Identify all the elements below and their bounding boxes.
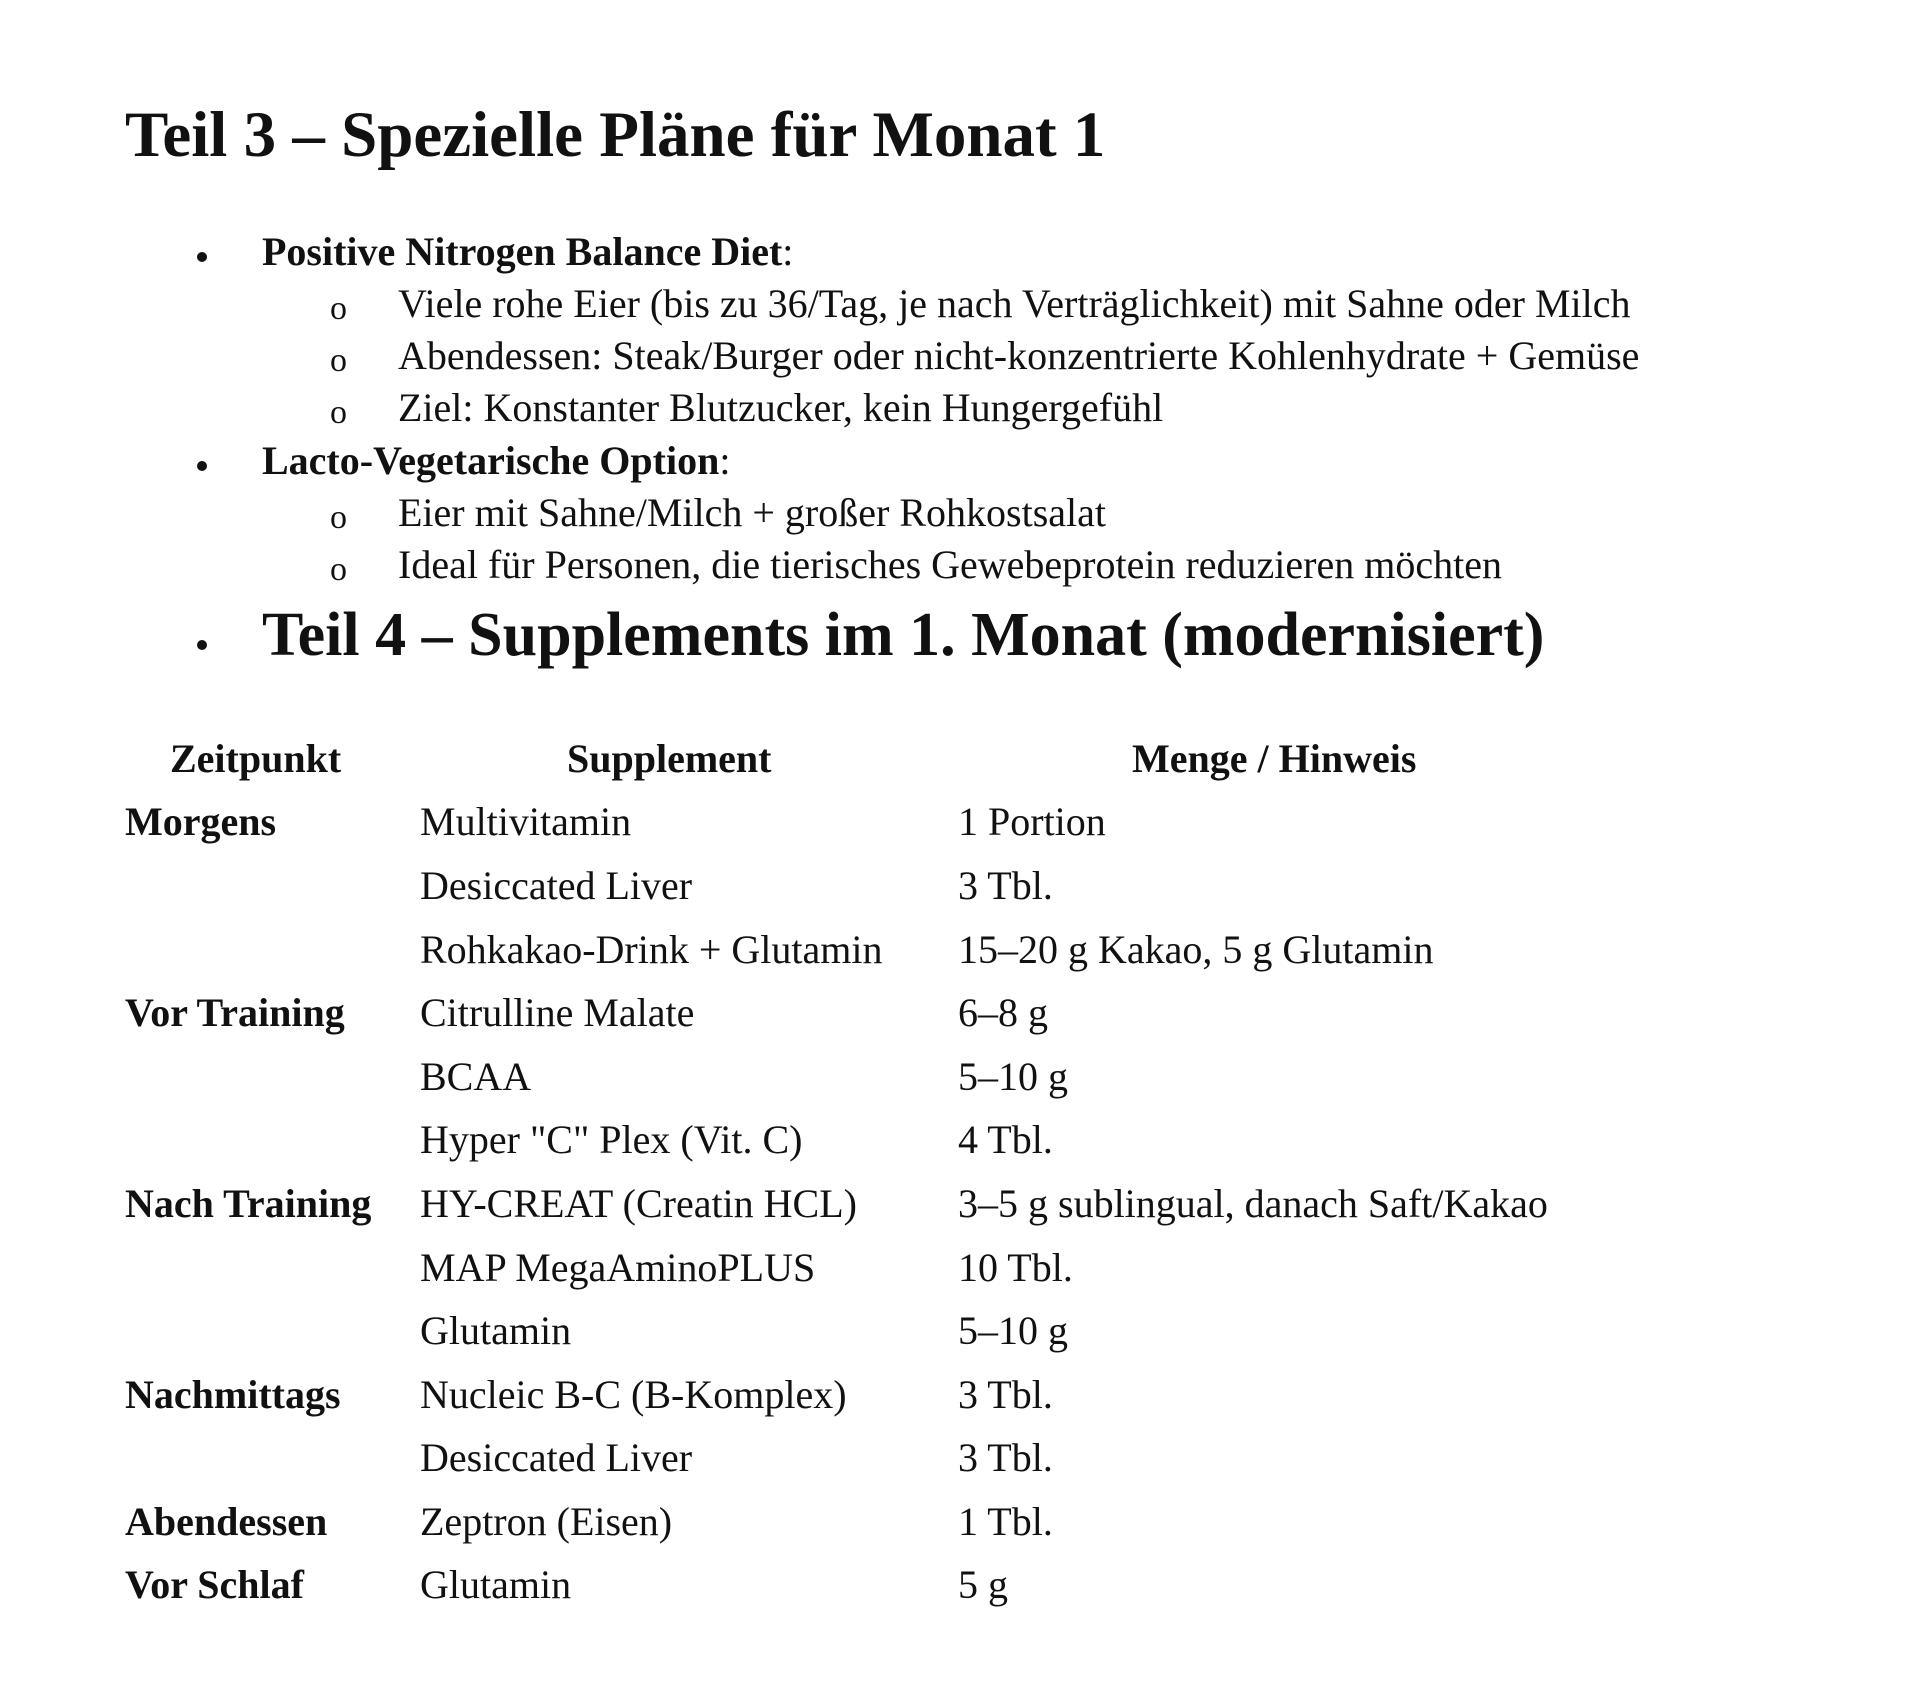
sub-bullet-marker: o (330, 499, 347, 536)
cell-zeitpunkt: Nachmittags (125, 1372, 341, 1417)
cell-supplement: Zeptron (Eisen) (420, 1499, 673, 1544)
bullet-dot (197, 461, 207, 471)
cell-menge: 5–10 g (958, 1308, 1068, 1353)
cell-supplement: MAP MegaAminoPLUS (420, 1245, 816, 1290)
bullet-item (262, 435, 730, 487)
sub-bullet-marker: o (330, 551, 347, 588)
cell-zeitpunkt: Vor Schlaf (125, 1562, 304, 1607)
sub-bullet-item: Ziel: Konstanter Blutzucker, kein Hungergefühl (398, 385, 1164, 430)
cell-zeitpunkt: Vor Training (125, 990, 345, 1035)
sub-bullet-marker: o (330, 290, 347, 327)
cell-menge: 1 Tbl. (958, 1499, 1053, 1544)
cell-zeitpunkt: Morgens (125, 799, 277, 844)
cell-supplement: Desiccated Liver (420, 863, 693, 908)
cell-supplement: Multivitamin (420, 799, 632, 844)
cell-supplement: Nucleic B-C (B-Komplex) (420, 1372, 847, 1417)
cell-supplement: Rohkakao-Drink + Glutamin (420, 927, 883, 972)
cell-menge: 3 Tbl. (958, 863, 1053, 908)
bullet-label: Lacto-Vegetarische Option (262, 438, 720, 483)
sub-bullet-item: Abendessen: Steak/Burger oder nicht-konzentrierte Kohlenhydrate + Gemüse (398, 333, 1640, 378)
cell-menge: 5 g (958, 1562, 1008, 1607)
cell-supplement: HY-CREAT (Creatin HCL) (420, 1181, 857, 1226)
bullet-dot (197, 252, 207, 262)
cell-supplement: BCAA (420, 1054, 532, 1099)
cell-supplement: Citrulline Malate (420, 990, 695, 1035)
sub-bullet-item: Ideal für Personen, die tierisches Gewebeprotein reduzieren möchten (398, 542, 1502, 587)
cell-menge: 3 Tbl. (958, 1435, 1053, 1480)
cell-menge: 15–20 g Kakao, 5 g Glutamin (958, 927, 1434, 972)
sub-bullet-item: Eier mit Sahne/Milch + großer Rohkostsalat (398, 490, 1106, 535)
cell-zeitpunkt: Abendessen (125, 1499, 328, 1544)
cell-zeitpunkt: Nach Training (125, 1181, 372, 1226)
bullet-suffix: : (782, 229, 794, 274)
cell-menge: 1 Portion (958, 799, 1106, 844)
cell-supplement: Glutamin (420, 1308, 572, 1353)
bullet-item (262, 226, 793, 278)
cell-supplement: Desiccated Liver (420, 1435, 693, 1480)
table-header-menge: Menge / Hinweis (1132, 736, 1417, 781)
sub-bullet-item: Viele rohe Eier (bis zu 36/Tag, je nach Verträglichkeit) mit Sahne oder Milch (398, 281, 1631, 326)
sub-bullet-marker: o (330, 342, 347, 379)
cell-menge: 4 Tbl. (958, 1117, 1053, 1162)
bullet-dot (197, 640, 207, 650)
bullet-suffix: : (719, 438, 731, 483)
section4-title: Teil 4 – Supplements im 1. Monat (modernisiert) (262, 601, 1545, 669)
cell-menge: 3–5 g sublingual, danach Saft/Kakao (958, 1181, 1548, 1226)
cell-supplement: Glutamin (420, 1562, 572, 1607)
table-header-supplement: Supplement (567, 736, 772, 781)
section3-title: Teil 3 – Spezielle Pläne für Monat 1 (125, 99, 1106, 171)
cell-menge: 5–10 g (958, 1054, 1068, 1099)
sub-bullet-marker: o (330, 394, 347, 431)
cell-supplement: Hyper "C" Plex (Vit. C) (420, 1117, 803, 1162)
cell-menge: 3 Tbl. (958, 1372, 1053, 1417)
cell-menge: 6–8 g (958, 990, 1048, 1035)
table-header-zeitpunkt: Zeitpunkt (170, 736, 342, 781)
bullet-label: Positive Nitrogen Balance Diet (262, 229, 783, 274)
cell-menge: 10 Tbl. (958, 1245, 1073, 1290)
